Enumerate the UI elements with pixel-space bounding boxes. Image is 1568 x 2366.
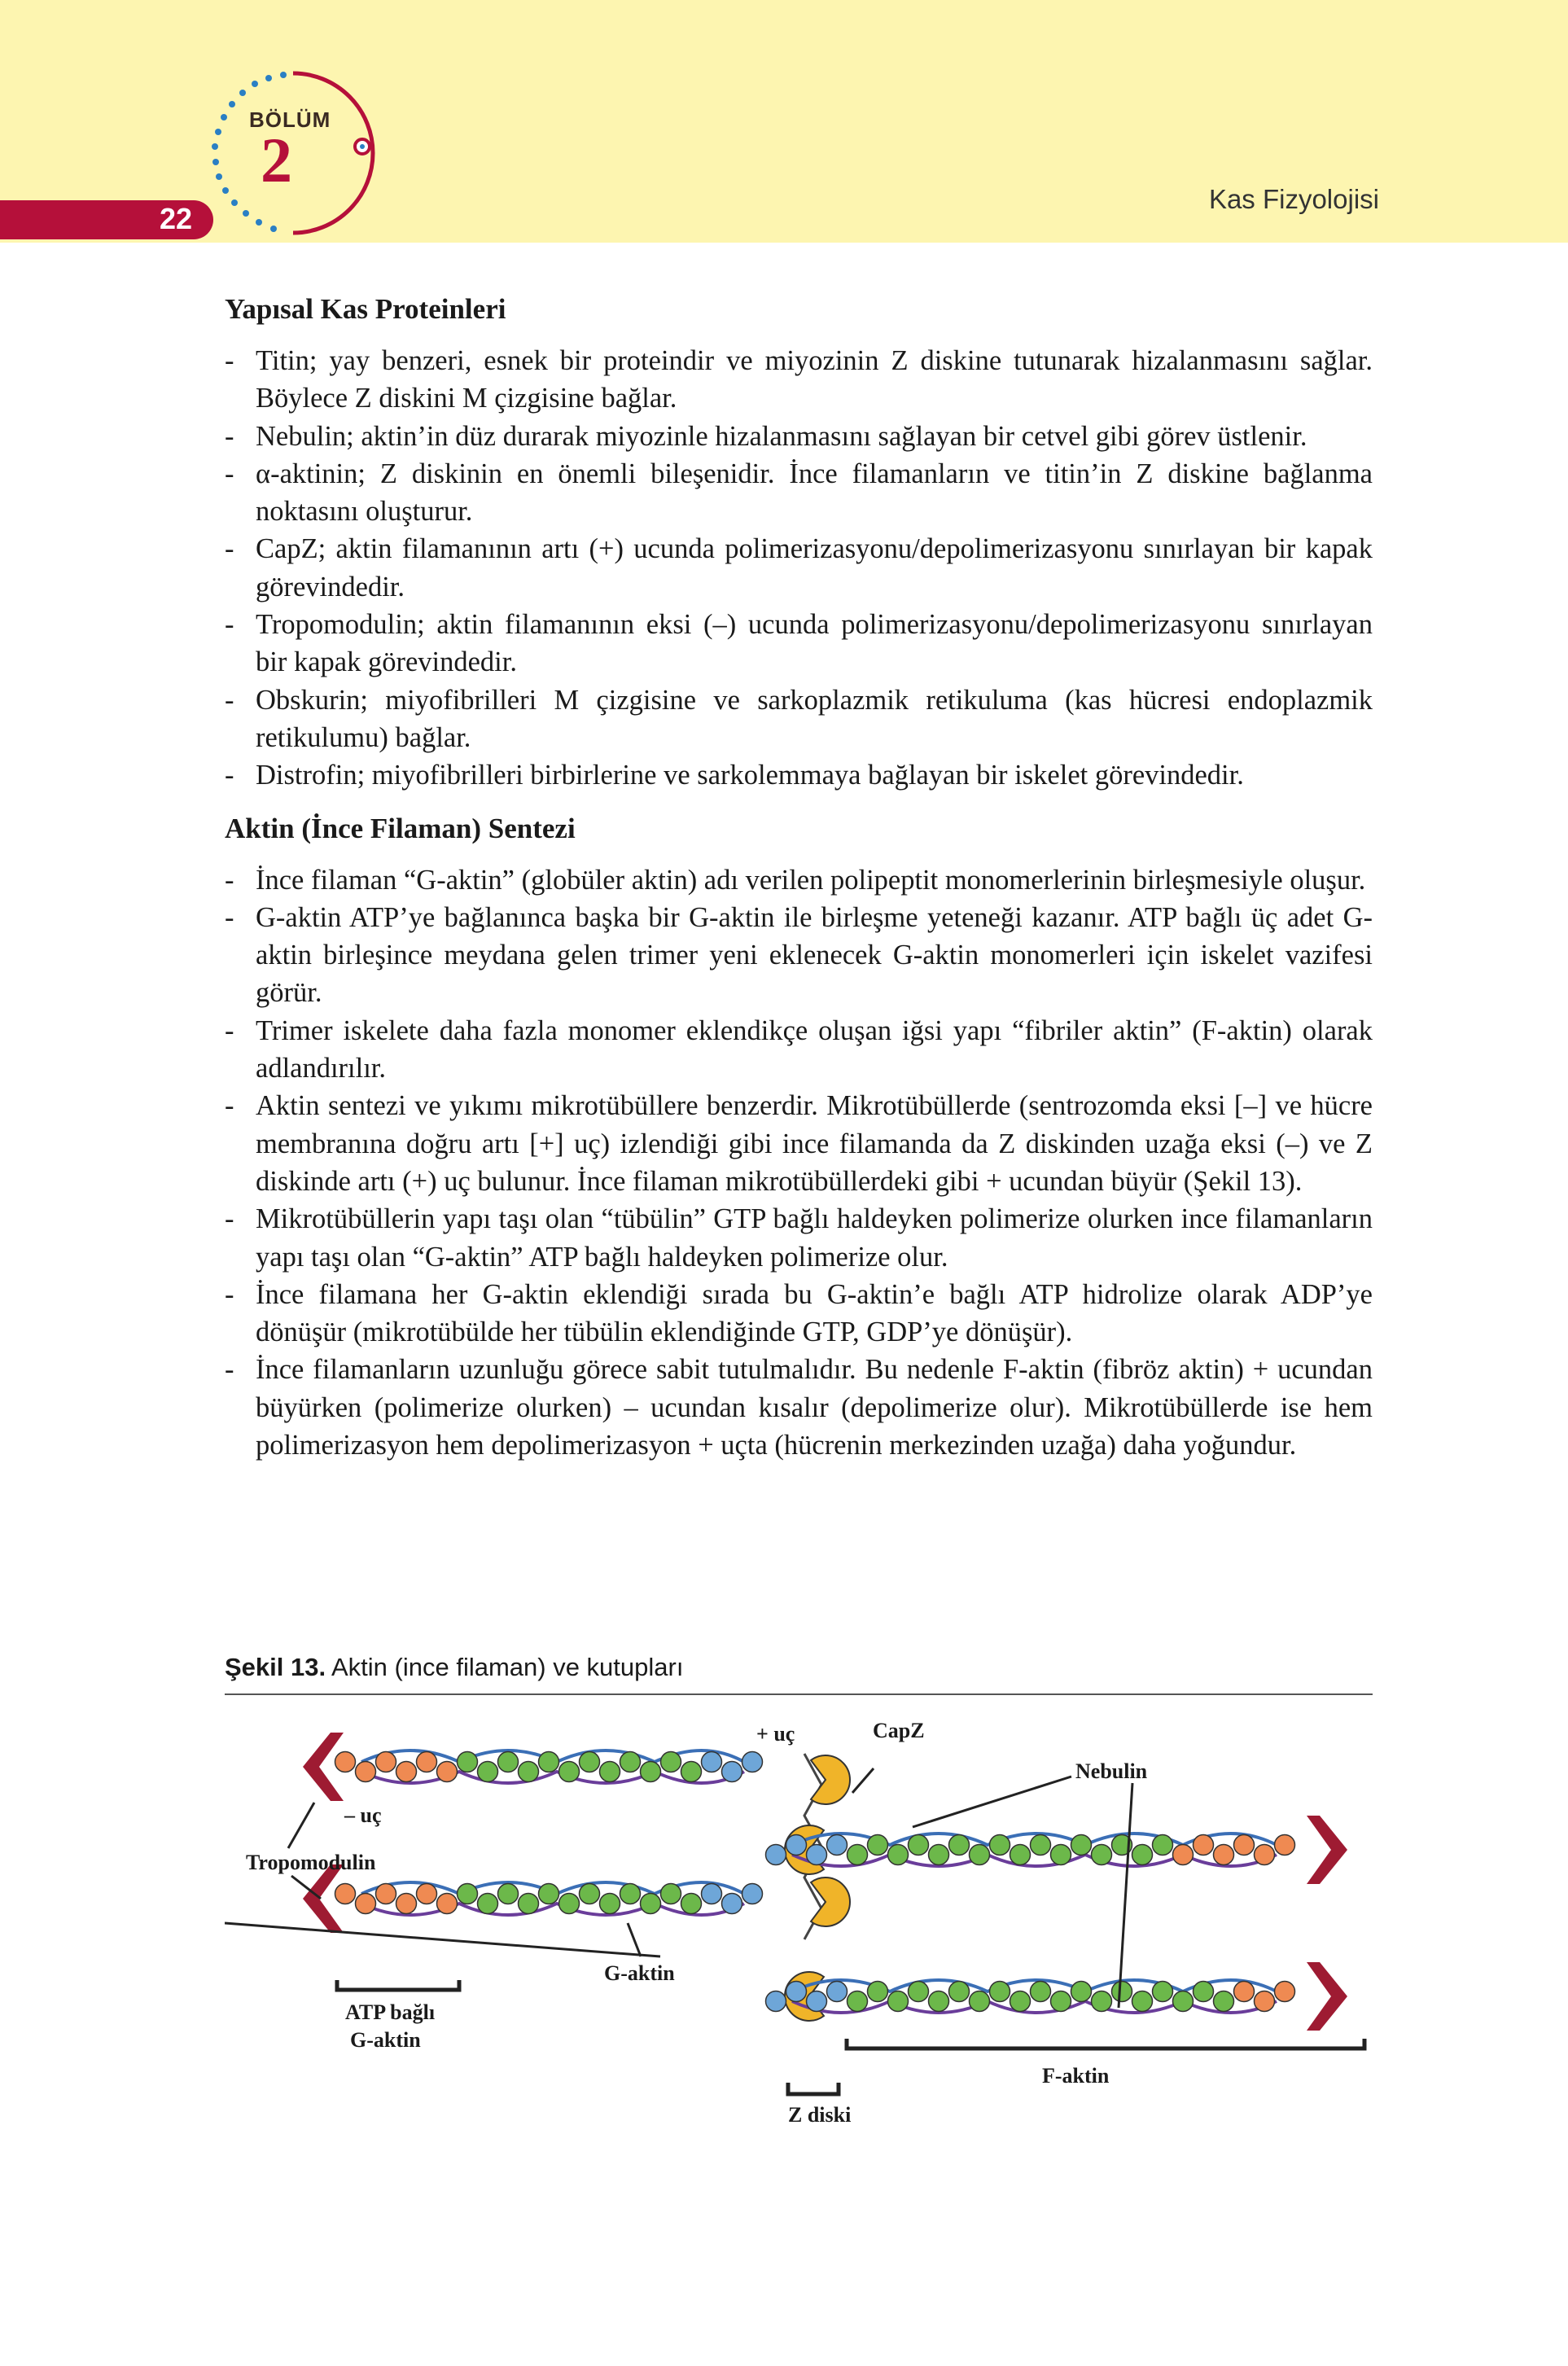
filament-bottom-right-monomer-new: [807, 1991, 827, 2012]
filament-bottom-right-monomer-adp: [990, 1982, 1010, 2002]
list-item: - İnce filaman “G-aktin” (globüler aktin) adı verilen polipeptit monomerlerinin birleşmesiyle oluşur.: [225, 861, 1373, 899]
filament-top-left-monomer-new: [742, 1752, 763, 1772]
filament-bottom-left-monomer-adp: [580, 1884, 600, 1904]
filament-top-right-monomer-adp: [1031, 1835, 1051, 1856]
filament-bottom-left-monomer-atp: [437, 1894, 458, 1914]
actin-synthesis-list: [225, 861, 1373, 1465]
chapter-label: BÖLÜM: [249, 107, 331, 132]
filament-bottom-right-monomer-adp: [909, 1982, 929, 2002]
list-item: - İnce filamana her G-aktin eklendiği sırada bu G-aktin’e bağlı ATP hidrolize olarak ADP’ye dönüşür (mikrotübülde her tübülin eklendiğinde GTP, GDP’ye dönüşür).: [225, 1276, 1373, 1352]
filament-top-right-monomer-adp: [1010, 1845, 1031, 1865]
actin-figure: [225, 1695, 1373, 2151]
filament-top-left-monomer-adp: [458, 1752, 478, 1772]
filament-bottom-right-monomer-adp: [1132, 1991, 1153, 2012]
label-minus-end: – uç: [344, 1803, 382, 1827]
filament-top-right-monomer-new: [766, 1845, 786, 1865]
filament-bottom-left-monomer-adp: [600, 1894, 620, 1914]
filament-bottom-right-monomer-adp: [1112, 1982, 1132, 2002]
filament-bottom-right-monomer-adp: [1153, 1982, 1173, 2002]
filament-bottom-left-monomer-adp: [498, 1884, 519, 1904]
list-item: - Trimer iskelete daha fazla monomer eklendikçe oluşan iğsi yapı “fibriler aktin” (F-aktin) olarak adlandırılır.: [225, 1012, 1373, 1088]
filament-bottom-right-monomer-new: [786, 1982, 807, 2002]
page-number: 22: [160, 202, 193, 235]
filament-top-left-monomer-adp: [641, 1762, 661, 1782]
filament-top-left-monomer-adp: [681, 1762, 702, 1782]
leader-g-actin-2: [225, 1923, 660, 1956]
actin-diagram: [225, 1695, 1373, 2151]
main-content: [225, 293, 1373, 1482]
filament-bottom-right-monomer-adp: [1010, 1991, 1031, 2012]
list-item: - Titin; yay benzeri, esnek bir proteindir ve miyozinin Z diskine tutunarak hizalanmasını sağlar. Böylece Z diskini M çizgisine bağlar.: [225, 342, 1373, 418]
leader-nebulin-2: [1119, 1783, 1132, 2008]
leader-nebulin-1: [913, 1777, 1071, 1827]
filament-bottom-right-monomer-adp: [848, 1991, 868, 2012]
running-title: Kas Fizyolojisi: [1208, 184, 1379, 214]
list-item: - İnce filamanların uzunluğu görece sabit tutulmalıdır. Bu nedenle F-aktin (fibröz aktin) + ucundan büyürken (polimerize olurken) – ucundan kısalır (depolimerize olur). Mikrotübüllerde ise hem polimerizasyon hem depolimerizasyon + uçta (hücrenin merkezinden uzağa) daha yoğundur.: [225, 1351, 1373, 1464]
filament-bottom-left-monomer-adp: [620, 1884, 641, 1904]
filament-bottom-right-monomer-adp: [1031, 1982, 1051, 2002]
filament-bottom-left-monomer-new: [722, 1894, 742, 1914]
filament-top-right-monomer-atp: [1255, 1845, 1275, 1865]
filament-top-right-monomer-adp: [929, 1845, 949, 1865]
filament-top-right-monomer-adp: [949, 1835, 970, 1856]
chapter-number: 2: [261, 125, 292, 195]
filament-top-right-monomer-atp: [1214, 1845, 1234, 1865]
filament-top-right-monomer-atp: [1194, 1835, 1214, 1856]
filament-top-left-monomer-adp: [539, 1752, 559, 1772]
filament-bottom-right-monomer-atp: [1255, 1991, 1275, 2012]
filament-bottom-left-monomer-adp: [458, 1884, 478, 1904]
figure-caption-label: Şekil 13.: [225, 1653, 326, 1681]
structural-proteins-list: [225, 342, 1373, 795]
filament-bottom-left-monomer-adp: [661, 1884, 681, 1904]
filament-top-left-monomer-adp: [600, 1762, 620, 1782]
bracket-atp-g-actin: [337, 1980, 459, 1990]
figure-caption-text: Aktin (ince filaman) ve kutupları: [326, 1653, 684, 1681]
figure-caption: [225, 1653, 683, 1682]
filament-bottom-left-monomer-atp: [417, 1884, 437, 1904]
filament-bottom-left-monomer-adp: [478, 1894, 498, 1914]
filament-bottom-right-monomer-atp: [1234, 1982, 1255, 2002]
filament-top-left-monomer-adp: [620, 1752, 641, 1772]
section-title-structural-proteins: Yapısal Kas Proteinleri: [225, 293, 506, 325]
filament-top-right-monomer-atp: [1173, 1845, 1194, 1865]
filament-top-left-monomer-atp: [396, 1762, 417, 1782]
filament-bottom-right-monomer-adp: [929, 1991, 949, 2012]
filament-top-right-monomer-adp: [1071, 1835, 1092, 1856]
filament-bottom-right-monomer-adp: [970, 1991, 990, 2012]
filament-top-right-monomer-adp: [1153, 1835, 1173, 1856]
filament-bottom-left-monomer-adp: [519, 1894, 539, 1914]
filament-top-left-monomer-adp: [478, 1762, 498, 1782]
filament-top-left-monomer-atp: [356, 1762, 376, 1782]
label-plus-end: + uç: [756, 1722, 795, 1746]
filament-bottom-left-monomer-adp: [539, 1884, 559, 1904]
leader-capz: [852, 1768, 874, 1793]
filament-top-left-monomer-adp: [661, 1752, 681, 1772]
leader-g-actin-1: [628, 1923, 641, 1956]
section-title-actin-synthesis: Aktin (İnce Filaman) Sentezi: [225, 812, 576, 844]
filament-top-right-monomer-adp: [990, 1835, 1010, 1856]
filament-top-left-monomer-adp: [498, 1752, 519, 1772]
bracket-f-actin: [847, 2039, 1364, 2048]
filament-bottom-left-monomer-new: [702, 1884, 722, 1904]
filament-top-right-monomer-adp: [888, 1845, 909, 1865]
filament-bottom-right-monomer-adp: [1051, 1991, 1071, 2012]
list-item: - Distrofin; miyofibrilleri birbirlerine ve sarkolemmaya bağlayan bir iskelet görevindedir.: [225, 756, 1373, 794]
filament-top-right-monomer-adp: [909, 1835, 929, 1856]
filament-bottom-right-monomer-adp: [888, 1991, 909, 2012]
filament-top-right-monomer-adp: [848, 1845, 868, 1865]
filament-bottom-left-monomer-atp: [376, 1884, 396, 1904]
filament-top-right-monomer-new: [827, 1835, 848, 1856]
filament-bottom-right-monomer-adp: [1214, 1991, 1234, 2012]
filament-top-left-monomer-adp: [559, 1762, 580, 1782]
list-item: - Mikrotübüllerin yapı taşı olan “tübülin” GTP bağlı haldeyken polimerize olurken ince filamanların yapı taşı olan “G-aktin” ATP bağlı haldeyken polimerize olur.: [225, 1200, 1373, 1276]
filament-top-left-monomer-atp: [335, 1752, 356, 1772]
filament-top-left-monomer-atp: [437, 1762, 458, 1782]
filament-bottom-left-monomer-adp: [559, 1894, 580, 1914]
label-atp-line1: ATP bağlı: [345, 2000, 436, 2024]
tropomodulin-cap: [1307, 1962, 1347, 2031]
filament-bottom-left-monomer-new: [742, 1884, 763, 1904]
filament-top-right-monomer-adp: [1092, 1845, 1112, 1865]
list-item: - α-aktinin; Z diskinin en önemli bileşenidir. İnce filamanların ve titin’in Z diskine bağlanma noktasını oluşturur.: [225, 455, 1373, 531]
filament-bottom-left-monomer-adp: [641, 1894, 661, 1914]
filament-bottom-right-monomer-new: [766, 1991, 786, 2012]
list-item: - G-aktin ATP’ye bağlanınca başka bir G-aktin ile birleşme yeteneği kazanır. ATP bağlı üç adet G-aktin birleşince meydana gelen trimer yeni eklenecek G-aktin monomerleri için iskelet vazifesi görür.: [225, 899, 1373, 1012]
list-item: - Obskurin; miyofibrilleri M çizgisine ve sarkoplazmik retikuluma (kas hücresi endoplazmik retikulumu) bağlar.: [225, 681, 1373, 757]
filament-bottom-right-monomer-new: [827, 1982, 848, 2002]
filament-top-right-monomer-new: [786, 1835, 807, 1856]
filament-bottom-right-monomer-adp: [1071, 1982, 1092, 2002]
label-nebulin: Nebulin: [1075, 1759, 1148, 1783]
filament-top-right-monomer-adp: [868, 1835, 888, 1856]
chapter-ring-icon: [204, 64, 383, 243]
filament-bottom-right-monomer-adp: [1173, 1991, 1194, 2012]
filament-bottom-right-monomer-adp: [949, 1982, 970, 2002]
filament-top-right-monomer-adp: [1132, 1845, 1153, 1865]
filament-top-right-monomer-atp: [1234, 1835, 1255, 1856]
filament-top-right-monomer-adp: [970, 1845, 990, 1865]
filament-bottom-left-monomer-atp: [335, 1884, 356, 1904]
label-capz: CapZ: [873, 1719, 925, 1742]
label-tropomodulin: Tropomodulin: [246, 1851, 376, 1874]
filament-top-right-monomer-adp: [1051, 1845, 1071, 1865]
filament-bottom-right-monomer-adp: [868, 1982, 888, 2002]
filament-top-left-monomer-adp: [519, 1762, 539, 1782]
filament-top-left-monomer-atp: [376, 1752, 396, 1772]
filament-top-right-monomer-new: [807, 1845, 827, 1865]
capz-cap: [811, 1755, 850, 1804]
leader-tropomodulin-1: [288, 1803, 314, 1848]
label-g-actin: G-aktin: [604, 1961, 675, 1985]
filament-bottom-right-monomer-adp: [1092, 1991, 1112, 2012]
filament-top-right-monomer-atp: [1275, 1835, 1295, 1856]
filament-bottom-left-monomer-adp: [681, 1894, 702, 1914]
filament-bottom-left-monomer-atp: [356, 1894, 376, 1914]
filament-top-left-monomer-atp: [417, 1752, 437, 1772]
filament-top-left-monomer-new: [722, 1762, 742, 1782]
filament-bottom-right-monomer-adp: [1194, 1982, 1214, 2002]
list-item: - Tropomodulin; aktin filamanının eksi (–) ucunda polimerizasyonu/depolimerizasyonu sınırlayan bir kapak görevindedir.: [225, 606, 1373, 681]
label-z-disc: Z diski: [788, 2103, 852, 2127]
filament-top-left-monomer-new: [702, 1752, 722, 1772]
label-f-actin: F-aktin: [1042, 2064, 1110, 2088]
list-item: - Nebulin; aktin’in düz durarak miyozinle hizalanmasını sağlayan bir cetvel gibi görev üstlenir.: [225, 418, 1373, 455]
list-item: - Aktin sentezi ve yıkımı mikrotübüllere benzerdir. Mikrotübüllerde (sentrozomda eksi [–] ve hücre membranına doğru artı [+] uç) izlendiği gibi ince filamanda da Z diskinden uzağa eksi (–) ve Z diskinde artı (+) uç bulunur. İnce filaman mikrotübüllerdeki gibi + ucundan büyür (Şekil 13).: [225, 1087, 1373, 1200]
filament-bottom-left-monomer-atp: [396, 1894, 417, 1914]
tropomodulin-cap: [1307, 1816, 1347, 1884]
bracket-z-disc: [788, 2083, 839, 2094]
filament-top-left-monomer-adp: [580, 1752, 600, 1772]
label-atp-line2: G-aktin: [350, 2028, 421, 2052]
filament-bottom-right-monomer-atp: [1275, 1982, 1295, 2002]
list-item: - CapZ; aktin filamanının artı (+) ucunda polimerizasyonu/depolimerizasyonu sınırlayan bir kapak görevindedir.: [225, 530, 1373, 606]
